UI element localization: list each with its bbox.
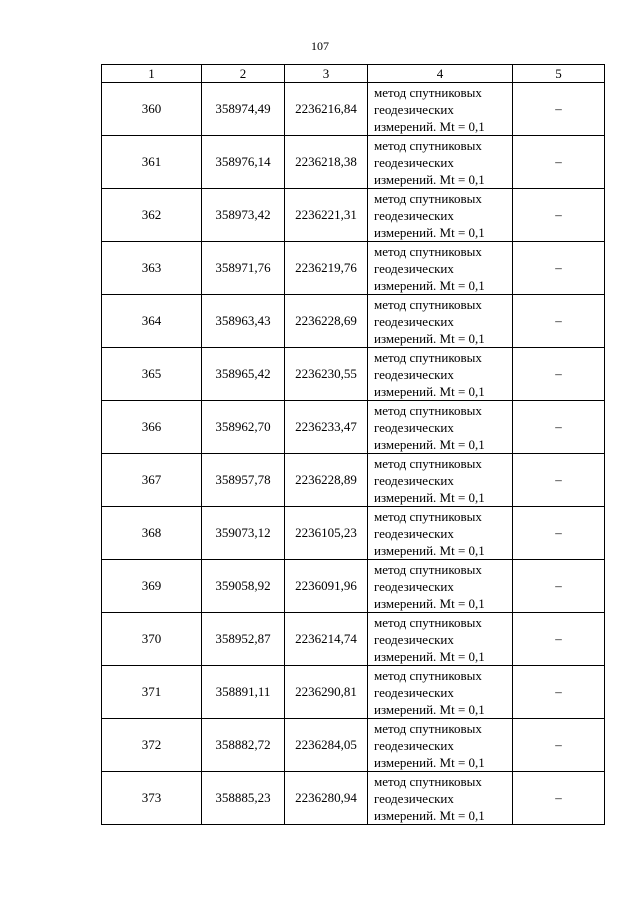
method-cell	[368, 348, 513, 401]
method-cell	[368, 772, 513, 825]
method-text-line: измерений. Mt = 0,1	[374, 330, 485, 346]
note-cell: –	[513, 136, 605, 189]
note-cell: –	[513, 613, 605, 666]
method-text-line: геодезических	[374, 366, 454, 382]
method-text-line: метод спутниковых	[374, 614, 482, 630]
method-cell	[368, 83, 513, 136]
x-coordinate-cell: 358962,70	[202, 401, 285, 454]
y-coordinate-cell: 2236233,47	[285, 401, 368, 454]
method-text-line: геодезических	[374, 472, 454, 488]
y-coordinate-cell: 2236290,81	[285, 666, 368, 719]
table-row	[102, 454, 605, 507]
method-text-line: измерений. Mt = 0,1	[374, 436, 485, 452]
method-text-line: измерений. Mt = 0,1	[374, 489, 485, 505]
method-cell	[368, 401, 513, 454]
x-coordinate-cell: 358882,72	[202, 719, 285, 772]
column-header-5: 5	[513, 65, 605, 83]
point-number-cell: 368	[102, 507, 202, 560]
note-cell: –	[513, 719, 605, 772]
point-number-cell: 370	[102, 613, 202, 666]
table-row	[102, 401, 605, 454]
method-text-line: геодезических	[374, 631, 454, 647]
note-cell: –	[513, 401, 605, 454]
method-text-line: метод спутниковых	[374, 137, 482, 153]
point-number-cell: 362	[102, 189, 202, 242]
table-row	[102, 772, 605, 825]
method-text-line: геодезических	[374, 525, 454, 541]
x-coordinate-cell: 358963,43	[202, 295, 285, 348]
point-number-cell: 365	[102, 348, 202, 401]
table-row	[102, 242, 605, 295]
y-coordinate-cell: 2236230,55	[285, 348, 368, 401]
point-number-cell: 366	[102, 401, 202, 454]
column-header-2: 2	[202, 65, 285, 83]
point-number-cell: 373	[102, 772, 202, 825]
note-cell: –	[513, 666, 605, 719]
y-coordinate-cell: 2236228,69	[285, 295, 368, 348]
x-coordinate-cell: 358971,76	[202, 242, 285, 295]
column-header-4: 4	[368, 65, 513, 83]
method-cell	[368, 454, 513, 507]
method-cell	[368, 560, 513, 613]
table-row	[102, 295, 605, 348]
table-row	[102, 136, 605, 189]
coordinates-table	[101, 64, 605, 825]
column-header-1: 1	[102, 65, 202, 83]
x-coordinate-cell: 359058,92	[202, 560, 285, 613]
point-number-cell: 364	[102, 295, 202, 348]
method-text-line: измерений. Mt = 0,1	[374, 807, 485, 823]
method-text-line: метод спутниковых	[374, 84, 482, 100]
method-text-line: геодезических	[374, 790, 454, 806]
method-text-line: измерений. Mt = 0,1	[374, 701, 485, 717]
method-text-line: геодезических	[374, 684, 454, 700]
method-text-line: геодезических	[374, 578, 454, 594]
point-number-cell: 367	[102, 454, 202, 507]
method-text-line: измерений. Mt = 0,1	[374, 118, 485, 134]
note-cell: –	[513, 242, 605, 295]
method-text-line: метод спутниковых	[374, 402, 482, 418]
x-coordinate-cell: 358973,42	[202, 189, 285, 242]
method-text-line: измерений. Mt = 0,1	[374, 277, 485, 293]
method-text-line: геодезических	[374, 260, 454, 276]
y-coordinate-cell: 2236280,94	[285, 772, 368, 825]
table-body	[102, 83, 605, 825]
table-header-row	[102, 65, 605, 83]
note-cell: –	[513, 83, 605, 136]
column-header-3: 3	[285, 65, 368, 83]
method-cell	[368, 295, 513, 348]
method-text-line: метод спутниковых	[374, 667, 482, 683]
method-text-line: геодезических	[374, 737, 454, 753]
x-coordinate-cell: 358891,11	[202, 666, 285, 719]
method-text-line: геодезических	[374, 313, 454, 329]
point-number-cell: 371	[102, 666, 202, 719]
y-coordinate-cell: 2236284,05	[285, 719, 368, 772]
point-number-cell: 369	[102, 560, 202, 613]
note-cell: –	[513, 772, 605, 825]
page-number: 107	[311, 39, 329, 53]
method-text-line: измерений. Mt = 0,1	[374, 754, 485, 770]
x-coordinate-cell: 358957,78	[202, 454, 285, 507]
method-cell	[368, 136, 513, 189]
method-cell	[368, 507, 513, 560]
table-row	[102, 507, 605, 560]
table-row	[102, 560, 605, 613]
method-cell	[368, 189, 513, 242]
method-text-line: геодезических	[374, 154, 454, 170]
method-text-line: метод спутниковых	[374, 720, 482, 736]
note-cell: –	[513, 560, 605, 613]
y-coordinate-cell: 2236219,76	[285, 242, 368, 295]
note-cell: –	[513, 507, 605, 560]
note-cell: –	[513, 295, 605, 348]
y-coordinate-cell: 2236214,74	[285, 613, 368, 666]
point-number-cell: 372	[102, 719, 202, 772]
y-coordinate-cell: 2236216,84	[285, 83, 368, 136]
x-coordinate-cell: 358952,87	[202, 613, 285, 666]
method-text-line: метод спутниковых	[374, 455, 482, 471]
method-text-line: измерений. Mt = 0,1	[374, 383, 485, 399]
y-coordinate-cell: 2236228,89	[285, 454, 368, 507]
point-number-cell: 361	[102, 136, 202, 189]
method-text-line: измерений. Mt = 0,1	[374, 542, 485, 558]
method-text-line: метод спутниковых	[374, 508, 482, 524]
table-row	[102, 189, 605, 242]
note-cell: –	[513, 189, 605, 242]
table-row	[102, 613, 605, 666]
note-cell: –	[513, 348, 605, 401]
x-coordinate-cell: 358965,42	[202, 348, 285, 401]
method-text-line: измерений. Mt = 0,1	[374, 595, 485, 611]
method-cell	[368, 719, 513, 772]
method-text-line: метод спутниковых	[374, 561, 482, 577]
method-text-line: метод спутниковых	[374, 243, 482, 259]
table-row	[102, 83, 605, 136]
point-number-cell: 360	[102, 83, 202, 136]
y-coordinate-cell: 2236218,38	[285, 136, 368, 189]
method-text-line: метод спутниковых	[374, 190, 482, 206]
y-coordinate-cell: 2236091,96	[285, 560, 368, 613]
method-cell	[368, 613, 513, 666]
point-number-cell: 363	[102, 242, 202, 295]
method-text-line: метод спутниковых	[374, 296, 482, 312]
y-coordinate-cell: 2236221,31	[285, 189, 368, 242]
method-text-line: измерений. Mt = 0,1	[374, 224, 485, 240]
table-row	[102, 719, 605, 772]
method-text-line: метод спутниковых	[374, 349, 482, 365]
table-row	[102, 666, 605, 719]
table-row	[102, 348, 605, 401]
x-coordinate-cell: 358976,14	[202, 136, 285, 189]
x-coordinate-cell: 358974,49	[202, 83, 285, 136]
method-text-line: геодезических	[374, 207, 454, 223]
method-cell	[368, 666, 513, 719]
x-coordinate-cell: 358885,23	[202, 772, 285, 825]
method-text-line: геодезических	[374, 419, 454, 435]
method-text-line: измерений. Mt = 0,1	[374, 648, 485, 664]
method-text-line: метод спутниковых	[374, 773, 482, 789]
x-coordinate-cell: 359073,12	[202, 507, 285, 560]
note-cell: –	[513, 454, 605, 507]
method-text-line: измерений. Mt = 0,1	[374, 171, 485, 187]
method-cell	[368, 242, 513, 295]
y-coordinate-cell: 2236105,23	[285, 507, 368, 560]
method-text-line: геодезических	[374, 101, 454, 117]
